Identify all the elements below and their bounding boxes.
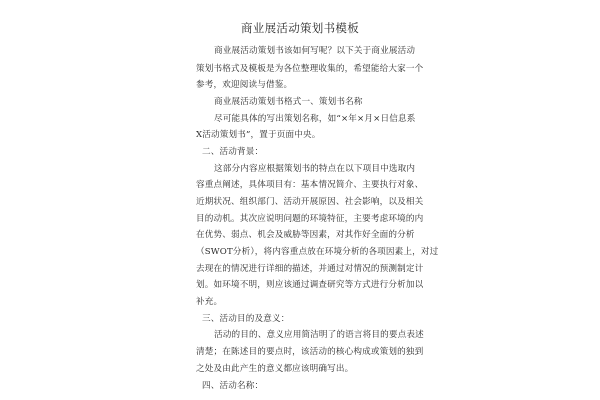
section-heading: 四、活动名称：: [202, 381, 264, 391]
body-line: 商业展活动策划书格式一、策划书名称: [214, 97, 363, 107]
document-title: 商业展活动策划书模板: [241, 21, 359, 35]
body-line: 目的动机。其次应说明问题的环境特征，主要考虑环境的内: [196, 214, 424, 224]
body-line: 这部分内容应根据策划书的特点在以下项目中选取内: [214, 164, 416, 174]
body-line: 容重点阐述，具体项目有：基本情况简介、主要执行对象、: [196, 180, 424, 190]
body-line: 策划书格式及模板是为各位整理收集的，希望能给大家一个: [196, 64, 424, 74]
body-line: 尽可能具体的写出策划名称，如“×年×月×日信息系: [214, 114, 416, 124]
body-line: 之处及由此产生的意义都应该明确写出。: [196, 364, 354, 374]
section-heading: 二、活动背景：: [202, 147, 264, 157]
body-line: 商业展活动策划书该如何写呢？以下关于商业展活动: [214, 46, 416, 56]
body-line: 划。如环境不明，则应该通过调查研究等方式进行分析加以: [196, 280, 424, 290]
body-line: 去现在的情况进行详细的描述，并通过对情况的预测制定计: [196, 264, 424, 274]
body-line: 活动的目的、意义应用简洁明了的语言将目的要点表述: [214, 330, 424, 340]
body-line: 近期状况、组织部门、活动开展原因、社会影响，以及相关: [196, 197, 424, 207]
section-heading: 三、活动目的及意义：: [202, 314, 290, 324]
body-line: 补充。: [196, 297, 223, 307]
body-line: （SWOT分析），将内容重点放在环境分析的各项因素上，对过: [196, 247, 439, 257]
body-line: 清楚；在陈述目的要点时，该活动的核心构成或策划的独到: [196, 347, 424, 357]
body-line: X活动策划书”，置于页面中央。: [196, 130, 321, 140]
body-line: 参考，欢迎阅读与借鉴。: [196, 80, 293, 90]
body-line: 在优势、弱点、机会及威胁等因素，对其作好全面的分析: [196, 230, 415, 240]
